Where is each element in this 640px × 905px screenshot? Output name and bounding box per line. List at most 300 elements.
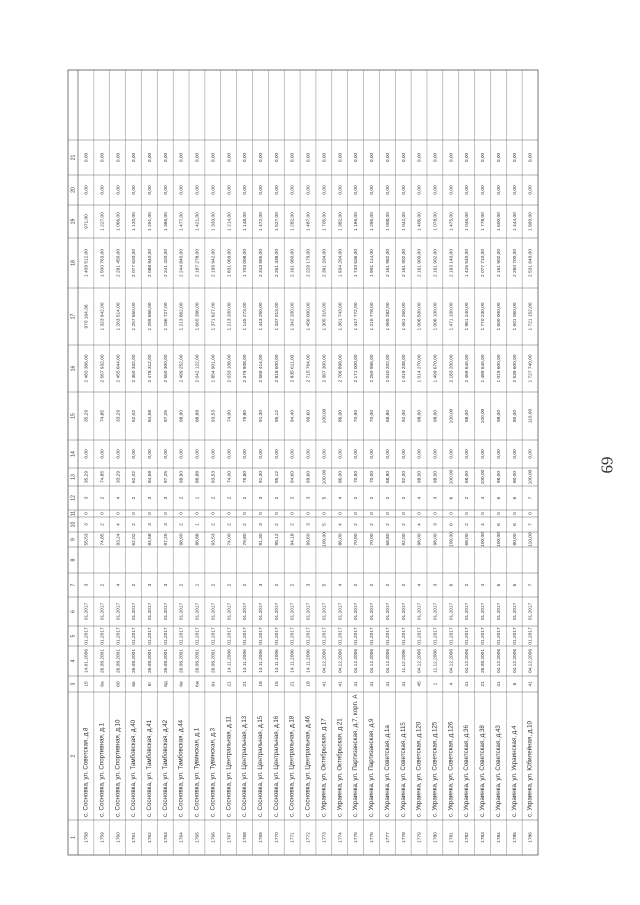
table-cell: 01.2017: [274, 627, 280, 645]
table-cell: 35,29: [84, 470, 90, 484]
table-cell: 04.12.2006: [370, 648, 376, 674]
table-cell: 01.2017: [385, 602, 391, 621]
table-cell: 100,00: [481, 469, 487, 485]
table-cell: 70,90: [354, 470, 360, 484]
table-cell: 6: [512, 682, 518, 686]
table-cell: 98,00: [433, 470, 439, 484]
table-cell: 0,00: [195, 185, 201, 195]
table-cell: 98,90: [179, 470, 185, 484]
table-cell: 1760: [116, 832, 122, 843]
table-cell: 01.2017: [100, 627, 106, 645]
table-cell: 0: [306, 512, 312, 515]
table-cell: 3: [306, 523, 312, 526]
table-cell: 2 187 278,00: [195, 248, 201, 278]
table-cell: 01.2017: [481, 627, 487, 645]
table-cell: 3: [433, 523, 439, 526]
column-number: 21: [70, 154, 77, 161]
table-cell: 1 019 208,00: [401, 354, 407, 383]
table-row: [209, 153, 216, 843]
table-row: [320, 153, 327, 843]
address-cell: с. Сосновка, ул. Тамбовская, д.42: [161, 719, 169, 817]
table-cell: 93,53: [211, 533, 217, 546]
table-cell: 1 148,00: [243, 212, 249, 231]
table-cell: 0,00: [84, 185, 90, 195]
table-row: [463, 153, 470, 843]
table-cell: 2: [211, 583, 217, 587]
table-cell: 1759: [100, 832, 106, 843]
table-cell: 1772: [306, 832, 312, 843]
table-cell: 26.08.2001: [132, 648, 138, 674]
table-cell: 0,00: [370, 152, 376, 163]
table-cell: 0,00: [100, 152, 106, 163]
table-cell: 2: [211, 496, 217, 500]
address-cell: с. Сосновка, ул. Тамбовская, д.41: [145, 719, 153, 817]
table-cell: 33,29: [116, 470, 122, 484]
table-cell: 21: [481, 681, 487, 687]
table-cell: 1 382,00: [338, 212, 344, 231]
table-cell: 79,80: [243, 409, 249, 423]
table-cell: 98,00: [417, 470, 423, 484]
table-cell: 0: [417, 512, 423, 515]
table-cell: 1 471 100,00: [449, 302, 455, 331]
table-cell: 0,00: [512, 152, 518, 163]
table-cell: 1 342 200,00: [290, 302, 296, 331]
table-cell: 110,00: [528, 408, 534, 424]
table-cell: 1764: [179, 832, 185, 843]
table-cell: 1 527,00: [274, 212, 280, 231]
table-cell: 26.08.2001: [481, 648, 487, 674]
table-cell: 4: [481, 583, 487, 587]
address-cell: с. Сосновка, ул. Советская, д.8: [82, 727, 90, 817]
table-cell: 0: [433, 512, 439, 515]
table-cell: 1 421,00: [195, 212, 201, 231]
table-cell: 79,80: [243, 470, 249, 484]
table-cell: 1 196 727,00: [163, 302, 169, 331]
table-cell: 04.12.2006: [385, 648, 391, 674]
table-cell: 2: [179, 523, 185, 526]
table-cell: 1 361 743,00: [338, 302, 344, 331]
table-cell: 0,00: [147, 449, 153, 459]
table-cell: 2 715 764,00: [306, 354, 312, 383]
table-cell: 0,00: [528, 185, 534, 195]
table-cell: 04.12.2006: [322, 648, 328, 674]
table-cell: 1 991 114,00: [370, 249, 376, 277]
table-cell: 0,00: [401, 185, 407, 195]
table-cell: 0,00: [433, 152, 439, 163]
table-cell: 92,00: [401, 470, 407, 484]
table-cell: 26.08.2001: [147, 648, 153, 674]
table-cell: 0,00: [290, 185, 296, 195]
table-cell: 01.2017: [84, 602, 90, 621]
table-cell: 4: [338, 583, 344, 587]
table-cell: 2: [385, 523, 391, 526]
table-cell: 0,00: [290, 449, 296, 459]
table-cell: 2: [227, 496, 233, 500]
table-cell: 0: [322, 512, 328, 515]
column-number: 16: [70, 365, 77, 372]
table-cell: 98,00: [433, 533, 439, 546]
table-cell: 1 120,00: [132, 212, 138, 231]
table-cell: 0: [211, 512, 217, 515]
table-cell: 2 379 908,00: [243, 354, 249, 383]
table-cell: 04.12.2006: [417, 648, 423, 674]
table-cell: 4: [338, 496, 344, 500]
table-cell: 01.2017: [512, 602, 518, 621]
table-cell: 01.2017: [401, 627, 407, 645]
table-cell: 14.11.2006: [290, 649, 296, 673]
address-cell: с. Украинка, ул. Украинская, д.4: [510, 725, 518, 817]
table-cell: 41: [528, 681, 534, 687]
table-cell: 6: [496, 523, 502, 526]
table-cell: 01.2017: [496, 627, 502, 645]
table-cell: 7: [528, 523, 534, 526]
table-cell: 2 161 902,00: [401, 248, 407, 278]
table-cell: 3: [163, 523, 169, 526]
table-cell: 01.2017: [465, 627, 471, 645]
address-cell: с. Украинка, ул. Советская, д.1а: [383, 725, 391, 817]
table-cell: 18: [259, 681, 265, 687]
address-cell: с. Украинка, ул. Советская, д.36: [463, 725, 471, 817]
table-cell: 3: [259, 523, 265, 526]
table-cell: 41: [401, 681, 407, 687]
table-cell: 94,18: [290, 533, 296, 546]
table-cell: 01.2017: [179, 602, 185, 621]
table-cell: 98,00: [496, 470, 502, 484]
table-cell: 2 163 140,00: [449, 248, 455, 278]
table-cell: 1 006 100,00: [433, 302, 439, 331]
table-cell: 45: [417, 681, 423, 687]
table-cell: 1 475,00: [449, 212, 455, 231]
table-cell: 0,00: [274, 152, 280, 163]
table-cell: 0,00: [354, 152, 360, 163]
table-cell: 1786: [528, 832, 534, 843]
table-cell: 01.2017: [322, 627, 328, 645]
table-cell: 3: [433, 583, 439, 587]
table-cell: 1 665 396,00: [195, 302, 201, 331]
table-cell: 2 835 611,00: [290, 354, 296, 383]
table-cell: 41: [496, 681, 502, 687]
table-cell: 11.12.2006: [401, 649, 407, 673]
table-cell: 0,00: [496, 449, 502, 459]
table-cell: 2: [290, 583, 296, 587]
table-row: [511, 153, 518, 843]
table-cell: 0,00: [195, 449, 201, 459]
table-cell: 0,00: [306, 449, 312, 459]
table-cell: 0,00: [259, 152, 265, 163]
table-cell: 21: [290, 681, 296, 687]
table-cell: 26.08.2001: [195, 648, 201, 674]
table-row: [257, 153, 264, 843]
column-number: 5: [70, 634, 77, 638]
table-cell: 1758: [84, 832, 90, 843]
table-cell: 4: [417, 523, 423, 526]
table-cell: 0,00: [338, 185, 344, 195]
table-cell: 04.12.2006: [338, 648, 344, 674]
table-cell: 0,00: [147, 152, 153, 163]
table-cell: 1: [433, 682, 439, 686]
table-cell: 01.2017: [290, 602, 296, 621]
table-cell: 01.2017: [163, 627, 169, 645]
table-cell: 7: [528, 496, 534, 500]
table-cell: 68,80: [385, 409, 391, 423]
table-cell: 04.12.2006: [512, 648, 518, 674]
table-cell: 3: [433, 496, 439, 500]
column-number: 14: [70, 451, 77, 457]
table-cell: 2: [370, 523, 376, 526]
table-cell: 80,00: [512, 533, 518, 546]
table-cell: 01.2017: [290, 627, 296, 645]
table-cell: 0: [338, 512, 344, 515]
address-cell: с. Сосновка, ул. Центральная, д.16: [272, 715, 280, 817]
table-cell: 0: [195, 512, 201, 515]
table-cell: 2 367 300,00: [322, 354, 328, 383]
table-cell: 2: [465, 583, 471, 587]
table-cell: 2: [179, 496, 185, 500]
table-cell: 15: [274, 681, 280, 687]
table-cell: 1778: [401, 832, 407, 843]
table-cell: 55,53: [84, 533, 90, 546]
table-cell: 04.12.2006: [528, 648, 534, 674]
table-cell: 01.2017: [338, 627, 344, 645]
table-cell: 0: [370, 512, 376, 515]
table-cell: 2 469 640,00: [465, 354, 471, 383]
address-cell: с. Украинка, ул. Юбилейная, д.10: [526, 721, 534, 817]
table-cell: 2 291 450,00: [116, 248, 122, 278]
table-cell: 0,00: [433, 449, 439, 459]
table-cell: 0,00: [211, 449, 217, 459]
table-cell: 94,40: [290, 409, 296, 423]
column-number: 7: [70, 583, 77, 587]
table-cell: 5: [322, 583, 328, 587]
table-cell: 2 161 900,00: [417, 248, 423, 278]
table-cell: 68,80: [385, 470, 391, 484]
address-cell: с. Сосновка, ул. Тувинская, д.3: [209, 727, 217, 817]
table-cell: 01.2017: [147, 602, 153, 621]
table-cell: 0,00: [84, 449, 90, 459]
table-cell: 80,00: [512, 409, 518, 423]
table-cell: 0: [528, 512, 534, 515]
table-cell: 6: [512, 496, 518, 500]
table-cell: 1 409 512,00: [84, 248, 90, 278]
table-cell: 01.2017: [274, 602, 280, 621]
table-cell: 3: [147, 523, 153, 526]
table-cell: 99,60: [306, 470, 312, 484]
table-cell: 2 088 940,00: [147, 248, 153, 278]
table-cell: 0: [179, 512, 185, 515]
table-cell: 1: [195, 583, 201, 587]
table-cell: 2: [274, 496, 280, 500]
table-cell: 94,60: [290, 470, 296, 484]
table-cell: 1 291,00: [147, 212, 153, 231]
table-row: [447, 153, 454, 843]
table-row: [194, 153, 201, 843]
table-cell: 01.2017: [354, 602, 360, 621]
table-cell: 0,00: [259, 185, 265, 195]
table-cell: 01.2017: [132, 627, 138, 645]
table-cell: 1763: [163, 832, 169, 843]
column-number: 13: [70, 474, 77, 480]
table-cell: 01.2017: [227, 602, 233, 621]
table-cell: 0,00: [370, 185, 376, 195]
column-number: 6: [70, 610, 77, 613]
table-cell: 1769: [259, 832, 265, 843]
table-cell: 0: [354, 512, 360, 515]
table-cell: 1 600 000,00: [496, 302, 502, 331]
table-cell: 0,00: [417, 185, 423, 195]
table-cell: 01.2017: [243, 627, 249, 645]
table-cell: 0,00: [481, 152, 487, 163]
table-cell: 0,00: [116, 449, 122, 459]
table-cell: 110,00: [528, 532, 534, 547]
table-cell: 41: [338, 681, 344, 687]
table-cell: 1 456 000,00: [306, 302, 312, 331]
table-row: [352, 153, 359, 843]
table-cell: 0,00: [449, 152, 455, 163]
table-cell: 2 161 960,00: [290, 248, 296, 278]
table-cell: 1 066,00: [116, 212, 122, 231]
table-cell: 0,00: [322, 185, 328, 195]
table-cell: 1 323 942,00: [100, 302, 106, 331]
table-cell: 99,60: [306, 533, 312, 546]
table-cell: 3: [163, 583, 169, 587]
table-cell: 0: [274, 512, 280, 515]
table-cell: 91,30: [259, 470, 265, 484]
table-cell: 01.2017: [84, 627, 90, 645]
table-cell: 1771: [290, 832, 296, 843]
address-cell: с. Украинка, ул. Партизанская, д.7, корп. А: [352, 694, 360, 817]
table-cell: 01.2017: [211, 627, 217, 645]
column-number: 8: [70, 558, 77, 562]
table-cell: 68,00: [465, 470, 471, 484]
table-cell: 0,00: [496, 152, 502, 163]
table-cell: 91,30: [259, 533, 265, 546]
table-cell: 1 257 650,00: [132, 302, 138, 331]
table-cell: 1 443 250,00: [259, 302, 265, 331]
page-number: 69: [597, 456, 617, 474]
table-cell: 62,02: [132, 533, 138, 546]
table-cell: 0,00: [322, 152, 328, 163]
column-number: 17: [70, 313, 77, 320]
table-cell: 01.2017: [496, 602, 502, 621]
table-cell: 6: [512, 583, 518, 587]
table-cell: 14.11.2006: [259, 649, 265, 673]
table-cell: 86,00: [338, 409, 344, 423]
table-cell: 2 766 898,00: [338, 354, 344, 383]
table-cell: 0,00: [195, 152, 201, 163]
table-cell: 2 241 420,00: [163, 248, 169, 278]
table-row: [384, 153, 391, 843]
table-cell: 1 337 013,00: [274, 302, 280, 331]
table-cell: 1770: [274, 832, 280, 843]
table-cell: 98,90: [179, 409, 185, 423]
table-cell: 1 600,00: [496, 212, 502, 231]
table-cell: 26.08.2001: [211, 648, 217, 674]
table-cell: 93,53: [211, 409, 217, 423]
table-cell: 14.01.2006: [84, 648, 90, 674]
table-cell: 0,00: [528, 152, 534, 163]
table-cell: 1774: [338, 832, 344, 843]
table-cell: 1767: [227, 832, 233, 843]
table-cell: 0: [496, 512, 502, 515]
table-cell: 01.2017: [417, 602, 423, 621]
table-cell: 1 444,00: [512, 212, 518, 231]
address-cell: с. Сосновка, ул. Тамбовская, д.40: [130, 719, 138, 817]
table-cell: 84,58: [147, 409, 153, 423]
table-cell: 41: [465, 681, 471, 687]
table-cell: 74,00: [227, 533, 233, 546]
table-cell: 3: [163, 496, 169, 500]
table-cell: 6з: [211, 681, 217, 687]
table-cell: 1 447 772,00: [354, 302, 360, 331]
table-cell: 2 077 710,00: [481, 248, 487, 278]
table-cell: 2 161 982,00: [385, 248, 391, 278]
table-cell: 41: [385, 681, 391, 687]
table-cell: 100,00: [322, 532, 328, 547]
table-row: [305, 153, 312, 843]
table-cell: 14.11.2006: [227, 649, 233, 673]
table-cell: 100,00: [481, 532, 487, 547]
table-cell: 0,00: [354, 449, 360, 459]
table-cell: 1 601 060,00: [512, 302, 518, 331]
table-cell: 0: [116, 512, 122, 515]
table-cell: 01.2017: [433, 602, 439, 621]
table-cell: 0,00: [147, 185, 153, 195]
table-cell: 1 778,00: [481, 212, 487, 231]
table-cell: 0,00: [512, 449, 518, 459]
table-cell: 01.2017: [370, 602, 376, 621]
table-cell: 80,00: [512, 470, 518, 484]
table-cell: 0,00: [401, 152, 407, 163]
table-cell: 2: [100, 496, 106, 500]
address-cell: с. Украинка, ул. Советская, д.43: [494, 725, 502, 817]
table-cell: 26.08.2001: [100, 648, 106, 674]
table-cell: 100,00: [322, 408, 328, 424]
table-cell: 0,00: [274, 449, 280, 459]
table-cell: 1 014 270,00: [417, 354, 423, 383]
table-cell: 0,00: [179, 152, 185, 163]
table-cell: 41: [354, 681, 360, 687]
table-cell: 26.08.2001: [116, 648, 122, 674]
table-cell: 01.2017: [259, 602, 265, 621]
table-cell: 0,00: [227, 185, 233, 195]
table-cell: 21: [227, 681, 233, 687]
table-cell: 0,00: [417, 152, 423, 163]
table-cell: 0: [512, 512, 518, 515]
table-cell: 70,90: [354, 409, 360, 423]
table-row: [162, 153, 169, 843]
table-cell: 1768: [243, 832, 249, 843]
table-cell: 0,00: [528, 449, 534, 459]
table-cell: 2 199 942,00: [211, 248, 217, 278]
table-row: [225, 153, 232, 843]
table-cell: 6: [496, 496, 502, 500]
table-cell: 3: [306, 496, 312, 500]
table-cell: 1 705,00: [322, 212, 328, 231]
table-cell: 2 539 600,00: [512, 354, 518, 383]
address-cell: с. Украинка, ул. Советская, д.38: [479, 725, 487, 817]
table-row: [98, 153, 105, 843]
table-cell: 2: [401, 496, 407, 500]
table-cell: 2 483 366,00: [84, 354, 90, 383]
table-cell: 1 213 862,00: [179, 302, 185, 331]
table-cell: 95,12: [274, 533, 280, 546]
table-cell: 1 078,00: [433, 212, 439, 231]
table-cell: 0,00: [227, 152, 233, 163]
table-cell: 100,00: [322, 469, 328, 485]
table-cell: 33,29: [116, 409, 122, 423]
table-cell: 6а: [100, 681, 106, 687]
table-cell: 2: [100, 583, 106, 587]
